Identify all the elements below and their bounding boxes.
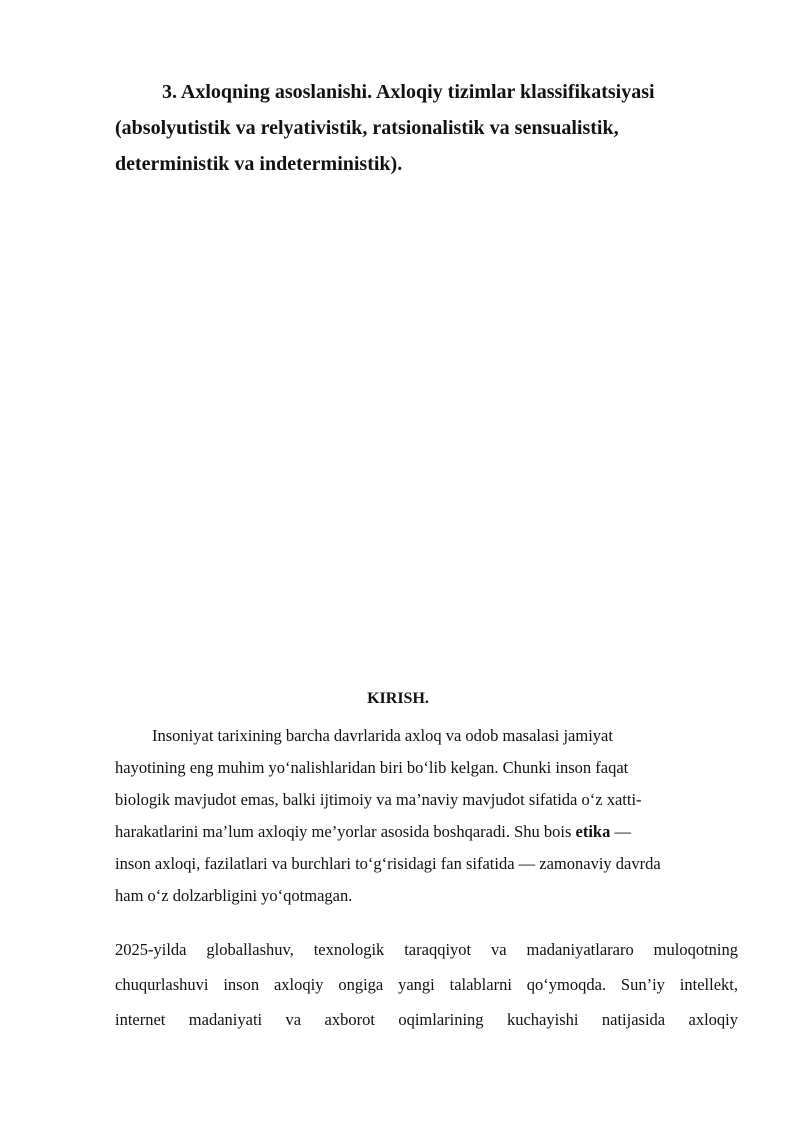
intro-line-3: biologik mavjudot emas, balki ijtimoiy va ma’naviy mavjudot sifatida o‘z xatti- [115, 790, 642, 809]
section-heading [0, 689, 800, 709]
intro-line-2: hayotining eng muhim yo‘nalishlaridan biri bo‘lib kelgan. Chunki inson faqat [115, 758, 629, 777]
title-line-1: 3. Axloqning asoslanishi. Axloqiy tizimlar klassifikatsiyasi [162, 81, 655, 103]
intro-line-1: Insoniyat tarixining barcha davrlarida axloq va odob masalasi jamiyat [152, 726, 613, 745]
intro-line-4-dash: — [610, 822, 631, 841]
section-heading-text: KIRISH. [367, 690, 429, 707]
intro-paragraph [115, 720, 745, 912]
second-line-2: chuqurlashuvi inson axloqiy ongiga yangi talablarni qo‘ymoqda. Sun’iy intellekt, [115, 975, 738, 994]
title-line-3: deterministik va indeterministik). [115, 153, 403, 175]
intro-line-5: inson axloqi, fazilatlari va burchlari to‘g‘risidagi fan sifatida — zamonaviy davrda [115, 854, 661, 873]
second-line-3: internet madaniyati va axborot oqimlarining kuchayishi natijasida axloqiy [115, 1010, 738, 1029]
intro-line-6: ham o‘z dolzarbligini yo‘qotmagan. [115, 886, 353, 905]
bold-term-etika: etika [575, 822, 611, 841]
document-title [115, 74, 715, 182]
second-line-1: 2025-yilda globallashuv, texnologik taraqqiyot va madaniyatlararo muloqotning [115, 940, 738, 959]
title-line-2: (absolyutistik va relyativistik, ratsionalistik va sensualistik, [115, 117, 619, 139]
second-paragraph [115, 932, 738, 1037]
intro-line-4 [115, 816, 745, 848]
intro-line-4-text: harakatlarini ma’lum axloqiy me’yorlar asosida boshqaradi. Shu bois [115, 822, 576, 841]
